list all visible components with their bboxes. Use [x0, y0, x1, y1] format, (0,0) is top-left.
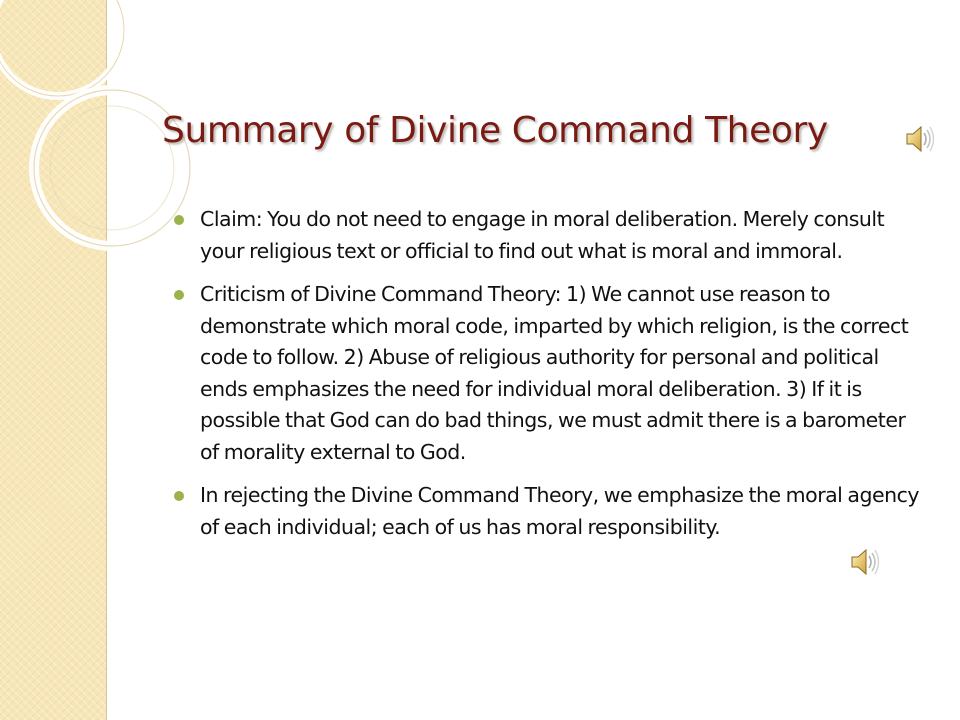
- side-decorative-band: [0, 0, 107, 720]
- side-band-divider: [106, 0, 107, 720]
- bullet-text: In rejecting the Divine Command Theory, we emphasize the moral agency of each individual; each of us has moral responsibility.: [200, 483, 919, 539]
- bullet-marker: [174, 491, 184, 501]
- slide-title: Summary of Divine Command Theory: [162, 110, 828, 151]
- bullet-text: Criticism of Divine Command Theory: 1) We cannot use reason to demonstrate which moral code, imparted by which religion, is the correct code to follow. 2) Abuse of religious authority for personal and political ends emphasizes the need for individual moral deliberation. 3) If it is possible that God can do bad things, we must admit there is a barometer of morality external to God.: [200, 282, 909, 464]
- bullet-list: [160, 204, 920, 555]
- bullet-item: [160, 480, 920, 543]
- bullet-text: Claim: You do not need to engage in moral deliberation. Merely consult your religious text or official to find out what is moral and immoral.: [200, 207, 885, 263]
- bullet-marker: [174, 290, 184, 300]
- speaker-icon[interactable]: [903, 122, 937, 156]
- bullet-marker: [174, 215, 184, 225]
- bullet-item: [160, 204, 920, 267]
- bullet-item: [160, 279, 920, 468]
- speaker-icon[interactable]: [848, 545, 882, 579]
